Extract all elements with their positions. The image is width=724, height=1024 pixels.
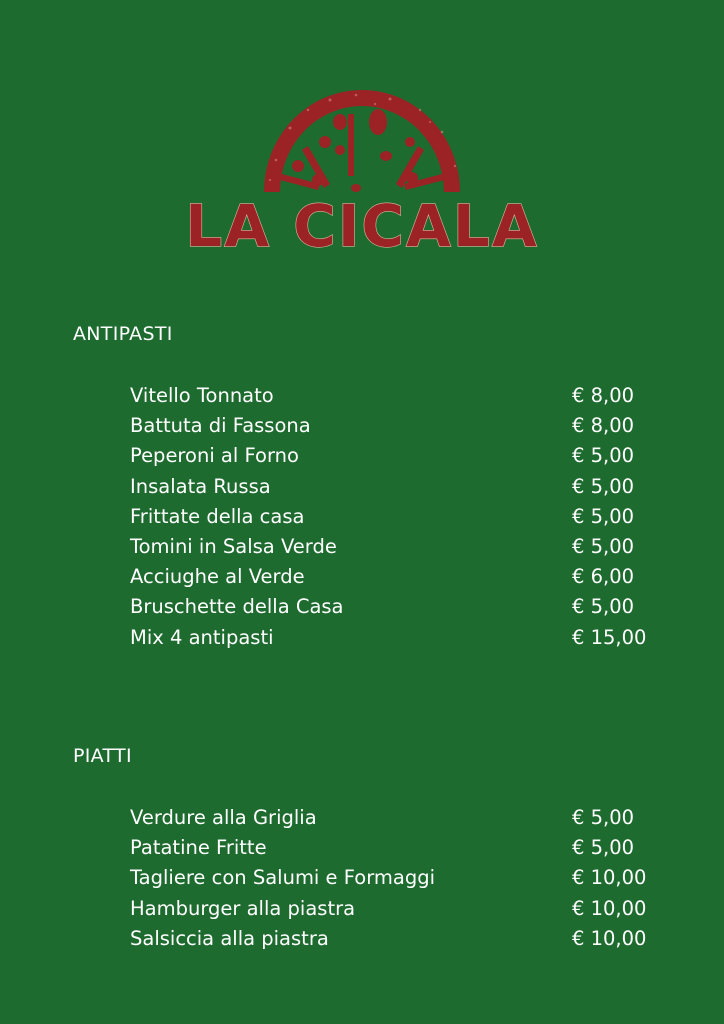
menu-item-price: € 5,00 xyxy=(572,474,635,498)
menu-item-price: € 5,00 xyxy=(572,806,635,829)
menu-item-name: Battuta di Fassona xyxy=(130,414,311,438)
pizza-topping-icon xyxy=(335,145,345,155)
menu-item xyxy=(130,863,670,893)
menu-item xyxy=(130,532,670,562)
pizza-topping-icon xyxy=(380,151,392,161)
pizza-topping-icon xyxy=(406,172,418,184)
menu-item-price: € 5,00 xyxy=(572,595,635,619)
menu-item-name: Tagliere con Salumi e Formaggi xyxy=(130,866,435,890)
pizza-topping-icon xyxy=(369,109,387,135)
menu-item-price: € 5,00 xyxy=(572,836,635,860)
pizza-topping-icon xyxy=(351,184,361,192)
logo-wordmark: LA CICALA xyxy=(185,192,539,252)
pizza-crust-icon xyxy=(264,90,460,192)
menu-item xyxy=(130,472,670,502)
menu-item-price: € 5,00 xyxy=(572,504,635,528)
menu-item-name: Acciughe al Verde xyxy=(130,565,305,589)
pizza-topping-icon xyxy=(405,137,415,147)
pizza-logo-icon xyxy=(180,80,544,252)
menu-item-name: Salsiccia alla piastra xyxy=(130,926,329,950)
menu-item-name: Insalata Russa xyxy=(130,474,271,498)
antipasti-list xyxy=(130,381,670,653)
menu-item-price: € 15,00 xyxy=(572,625,647,649)
menu-item-name: Bruschette della Casa xyxy=(130,595,344,619)
menu-item xyxy=(130,562,670,592)
menu-item-price: € 6,00 xyxy=(572,565,635,589)
menu-item-name: Hamburger alla piastra xyxy=(130,896,356,920)
menu-item-price: € 10,00 xyxy=(572,866,647,890)
pizza-topping-icon xyxy=(319,136,331,148)
menu-item-name: Mix 4 antipasti xyxy=(130,625,274,649)
menu-item-name: Vitello Tonnato xyxy=(130,384,274,407)
menu-item-price: € 8,00 xyxy=(572,414,635,438)
menu-item-name: Tomini in Salsa Verde xyxy=(130,534,337,558)
menu-item xyxy=(130,441,670,471)
menu-item-name: Verdure alla Griglia xyxy=(130,806,317,829)
menu-item xyxy=(130,592,670,622)
pizza-topping-icon xyxy=(292,160,304,172)
menu-item xyxy=(130,411,670,441)
menu-item xyxy=(130,924,670,954)
menu-item-price: € 8,00 xyxy=(572,384,635,407)
restaurant-logo xyxy=(180,80,544,252)
menu-item-name: Frittate della casa xyxy=(130,504,305,528)
pizza-slice-line-icon xyxy=(348,114,354,176)
menu-item-price: € 5,00 xyxy=(572,534,635,558)
section-title-antipasti: ANTIPASTI xyxy=(73,323,173,345)
menu-item xyxy=(130,894,670,924)
menu-item-name: Peperoni al Forno xyxy=(130,444,299,468)
menu-item-price: € 10,00 xyxy=(572,926,647,950)
section-title-piatti: PIATTI xyxy=(73,745,132,767)
menu-item xyxy=(130,623,670,653)
menu-item-price: € 10,00 xyxy=(572,896,647,920)
pizza-topping-icon xyxy=(333,114,347,130)
menu-item xyxy=(130,502,670,532)
menu-item-price: € 5,00 xyxy=(572,444,635,468)
pizza-topping-icon xyxy=(312,174,324,186)
menu-item xyxy=(130,833,670,863)
menu-item xyxy=(130,381,670,411)
piatti-list xyxy=(130,803,670,954)
menu-item xyxy=(130,803,670,833)
menu-item-name: Patatine Fritte xyxy=(130,836,267,860)
